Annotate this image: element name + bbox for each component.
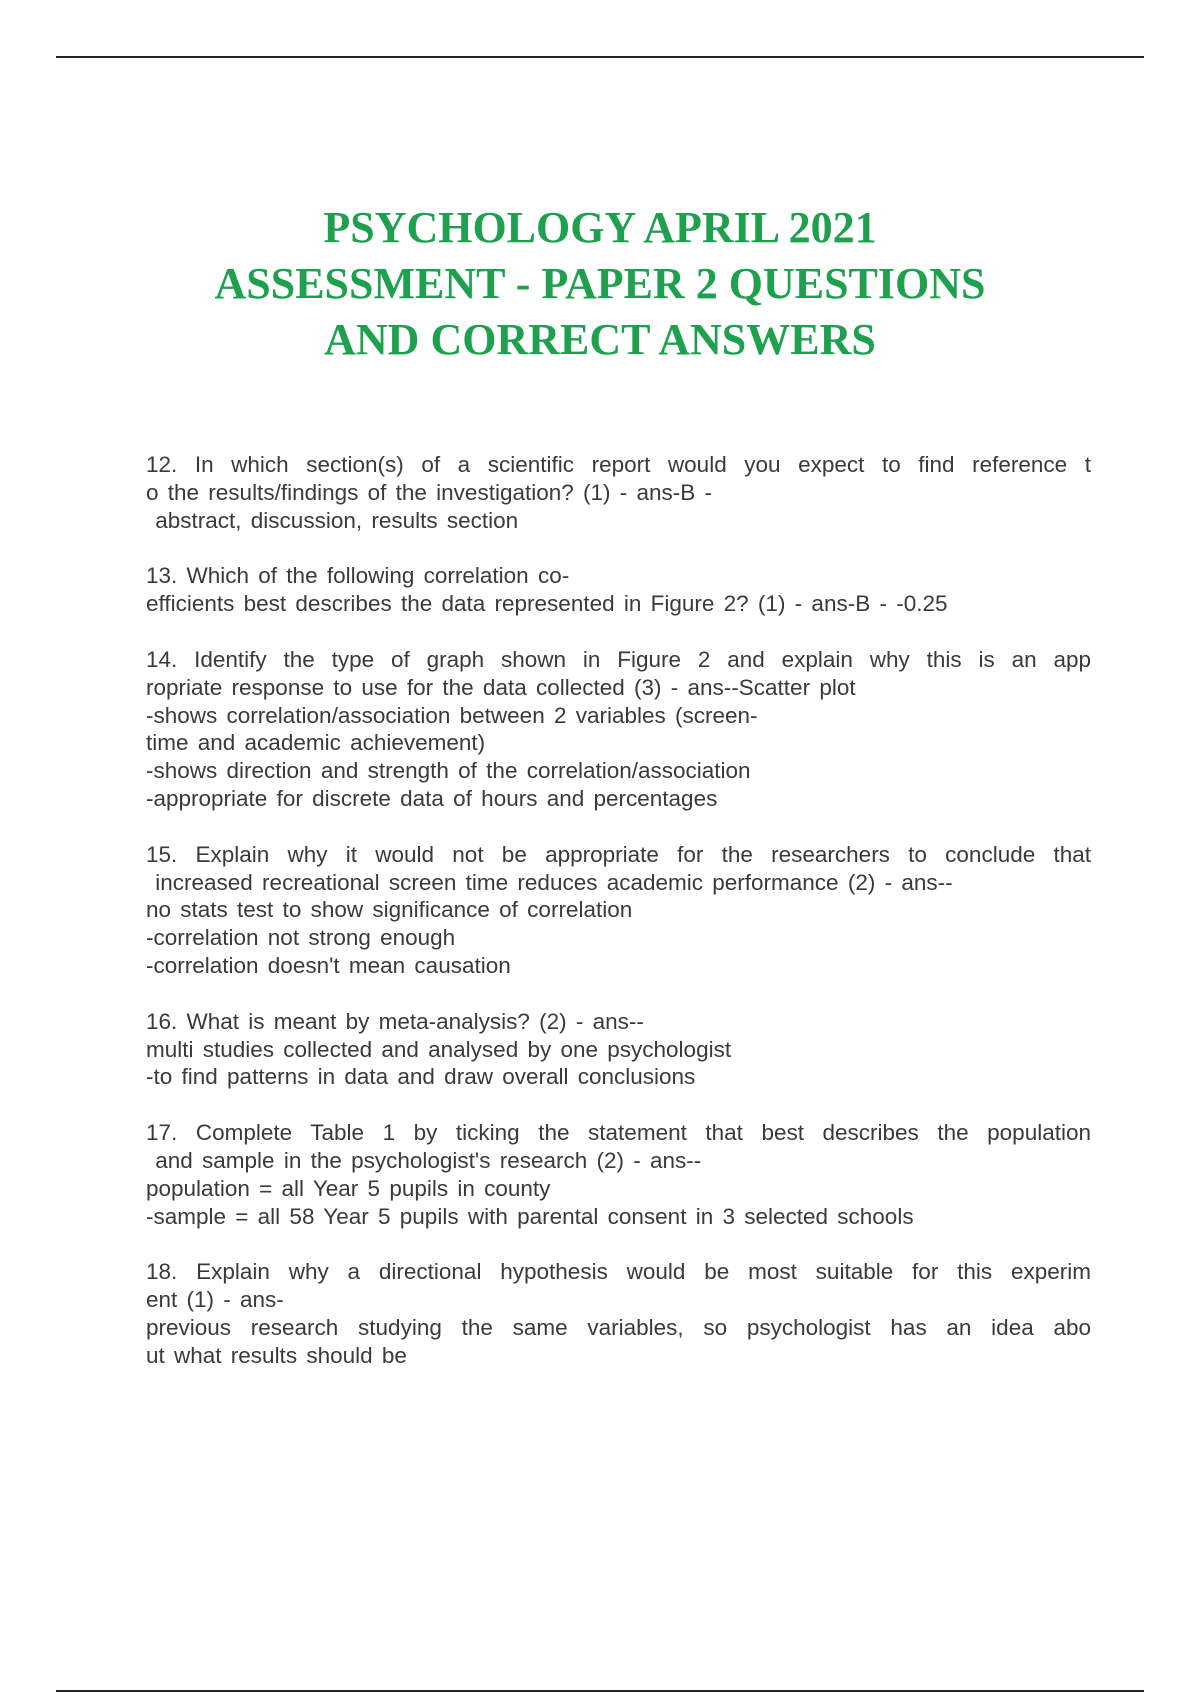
answer-line: -shows correlation/association between 2 variables (screen-	[146, 702, 758, 728]
question-line: 13. Which of the following correlation co-	[146, 563, 570, 589]
document-title	[100, 200, 1100, 368]
question-15	[146, 841, 1091, 980]
answer-line: ut what results should be	[146, 1342, 407, 1368]
answer-line: multi studies collected and analysed by one psychologist	[146, 1036, 732, 1062]
question-14	[146, 646, 1091, 813]
question-line: ropriate response to use for the data collected (3) - ans--Scatter plot	[146, 674, 856, 700]
question-16	[146, 1008, 1091, 1091]
question-line: 14. Identify the type of graph shown in Figure 2 and explain why this is an app	[146, 646, 1091, 672]
question-line: 17. Complete Table 1 by ticking the statement that best describes the population	[146, 1120, 1091, 1146]
answer-line: -to find patterns in data and draw overall conclusions	[146, 1064, 696, 1090]
answer-line: -correlation not strong enough	[146, 925, 456, 951]
questions-list	[146, 451, 1091, 1398]
question-line: 12. In which section(s) of a scientific report would you expect to find reference t	[146, 452, 1091, 477]
answer-line: -correlation doesn't mean causation	[146, 952, 511, 978]
question-13	[146, 562, 1091, 618]
answer-line: efficients best describes the data represented in Figure 2? (1) - ans-B - -0.25	[146, 591, 948, 617]
answer-line: population = all Year 5 pupils in county	[146, 1175, 551, 1201]
answer-line: no stats test to show significance of correlation	[146, 897, 633, 923]
question-line: 15. Explain why it would not be appropriate for the researchers to conclude that	[146, 841, 1091, 867]
answer-line: -shows direction and strength of the correlation/association	[146, 758, 751, 784]
question-line: and sample in the psychologist's research (2) - ans--	[146, 1147, 702, 1173]
answer-line: previous research studying the same variables, so psychologist has an idea abo	[146, 1314, 1091, 1340]
question-line: o the results/findings of the investigation? (1) - ans-B -	[146, 479, 713, 505]
question-line: ent (1) - ans-	[146, 1287, 284, 1313]
question-line: increased recreational screen time reduces academic performance (2) - ans--	[146, 869, 953, 895]
question-17	[146, 1119, 1091, 1230]
question-12	[146, 451, 1091, 534]
answer-line: abstract, discussion, results section	[146, 507, 519, 533]
title-line-1: PSYCHOLOGY APRIL 2021	[323, 203, 877, 252]
answer-line: time and academic achievement)	[146, 730, 486, 756]
question-line: 16. What is meant by meta-analysis? (2) - ans--	[146, 1008, 644, 1034]
answer-line: -appropriate for discrete data of hours and percentages	[146, 785, 718, 811]
top-rule	[56, 56, 1144, 58]
title-line-2: ASSESSMENT - PAPER 2 QUESTIONS	[214, 259, 986, 308]
title-line-3: AND CORRECT ANSWERS	[324, 315, 876, 364]
question-line: 18. Explain why a directional hypothesis would be most suitable for this experim	[146, 1259, 1091, 1285]
bottom-rule	[56, 1690, 1144, 1692]
answer-line: -sample = all 58 Year 5 pupils with parental consent in 3 selected schools	[146, 1203, 914, 1229]
question-18	[146, 1258, 1091, 1369]
